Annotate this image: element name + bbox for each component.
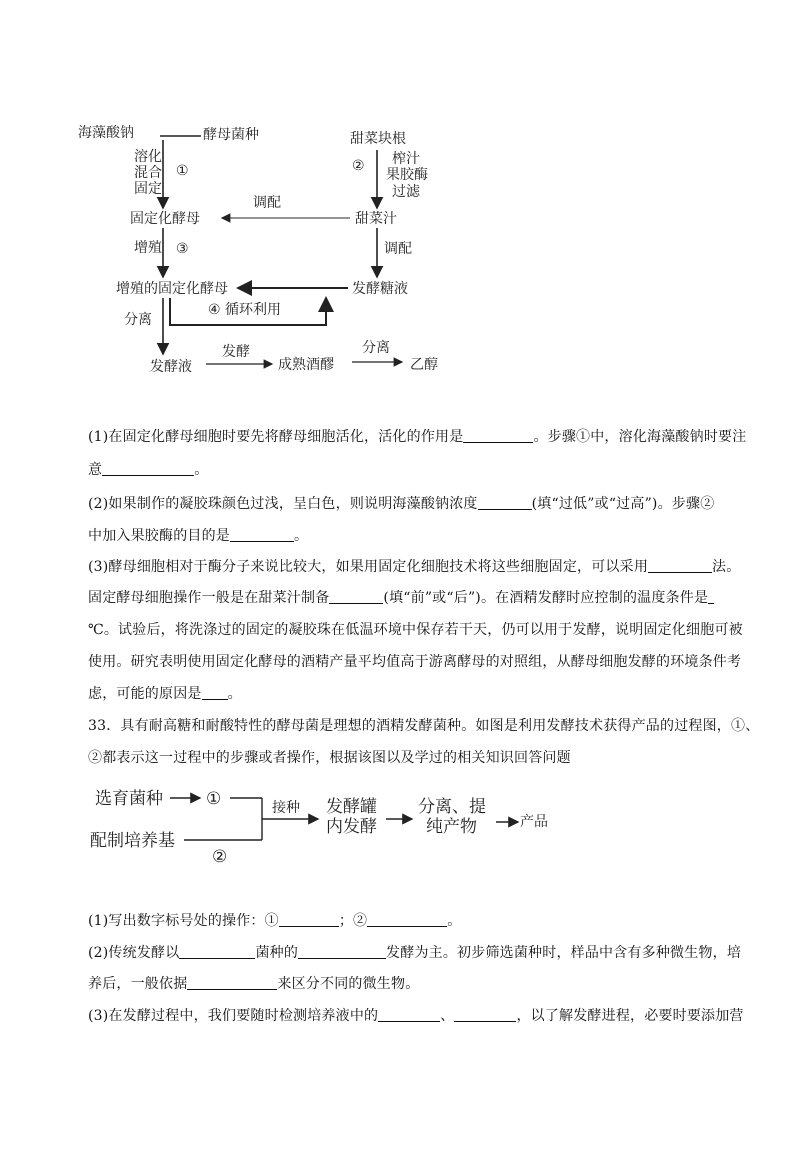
label-propagate: 增殖 [134,240,162,256]
label-ferment: 发酵 [222,344,250,360]
q33-2-line-2 [88,974,758,994]
node-ethanol: 乙醇 [410,357,438,373]
label-inoculate: 接种 [272,800,300,816]
immobilized-yeast-flow-diagram [0,0,800,400]
text: ℃。试验后，将洗涤过的固定的凝胶珠在低温环境中保存若干天，仍可以用于发酵，说明固定化细胞可被 [88,622,743,638]
text: ②都表示这一过程中的步骤或者操作，根据该图以及学过的相关知识回答问题 [88,750,571,766]
q-a-3-line-1 [88,557,758,577]
text: 33．具有耐高糖和耐酸特性的酵母菌是理想的酒精发酵菌种。如图是利用发酵技术获得产品的过程图，①、 [88,718,760,734]
node-yeast-strain: 酵母菌种 [203,127,259,143]
text: (填“过低”或“过高”)。步骤② [531,496,715,512]
label-step-2: ② [352,158,365,174]
label-separate-right: 分离 [362,340,390,356]
q-a-3-line-4 [88,652,758,672]
text: 。 [194,462,209,478]
text: 使用。研究表明使用固定化酵母的酒精产量平均值高于游离酵母的对照组，从酵母细胞发酵的环境条件考 [88,654,742,670]
text: 菌种的 [255,945,299,961]
label-juice-1: 榨汁 [392,151,420,167]
answer-blank[interactable] [648,557,712,573]
label-juice-3: 过滤 [392,184,420,200]
node-beet-root: 甜菜块根 [350,131,406,147]
label-juice-2: 果胶酶 [386,167,428,183]
text: 固定酵母细胞操作一般是在甜菜汁制备 [88,590,330,606]
node-sep-2: 纯产物 [426,817,477,837]
q-a-1-line-1 [88,427,758,447]
q-a-1-line-2 [88,460,758,480]
text: ；② [338,913,368,929]
answer-blank[interactable] [708,588,714,604]
answer-blank[interactable] [102,460,194,476]
label-step-2: ② [212,847,228,867]
text: 。 [227,686,242,702]
text: (3)在发酵过程中，我们要随时检测培养液中的 [88,1008,379,1024]
answer-blank[interactable] [378,1006,440,1022]
text: (1)在固定化酵母细胞时要先将酵母细胞活化，活化的作用是 [88,429,464,445]
q-a-3-line-3 [88,620,758,640]
label-recycle: ④ 循环利用 [208,302,282,318]
q33-2-line-1 [88,943,758,963]
node-fermentation-syrup: 发酵糖液 [352,281,408,297]
text: 、 [440,1008,455,1024]
text: (2)传统发酵以 [88,945,180,961]
label-adjust-top: 调配 [253,195,281,211]
node-beet-juice: 甜菜汁 [355,211,397,227]
q33-intro-line-1 [88,716,758,736]
answer-blank[interactable] [187,974,277,990]
text: 养后，一般依据 [88,976,188,992]
text: 来区分不同的微生物。 [277,976,420,992]
q-a-2-line-2 [88,526,758,546]
node-alginate: 海藻酸钠 [78,125,134,141]
text: (3)酵母细胞相对于酶分子来说比较大，如果用固定化细胞技术将这些细胞固定，可以采用 [88,559,649,575]
q-a-2-line-1 [88,494,758,514]
text: 。步骤①中，溶化海藻酸钠时要注 [533,429,747,445]
answer-blank[interactable] [463,427,533,443]
node-tank-1: 发酵罐 [326,797,377,817]
text: 发酵为主。初步筛选菌种时，样品中含有多种微生物，培 [386,945,742,961]
node-immobilized-yeast: 固定化酵母 [130,211,200,227]
text: 法。 [712,559,741,575]
text: 意 [88,462,103,478]
answer-blank[interactable] [298,943,386,959]
answer-blank[interactable] [367,911,447,927]
text: (1)写出数字标号处的操作：① [88,913,279,929]
label-dissolve-3: 固定 [134,181,162,197]
answer-blank[interactable] [230,526,294,542]
node-mature-mash: 成熟酒醪 [278,357,334,373]
fermentation-process-diagram [0,770,800,1170]
answer-blank[interactable] [279,911,339,927]
text: 。 [447,913,462,929]
label-step-1: ① [176,163,189,179]
q33-1 [88,911,758,931]
node-sep-1: 分离、提 [418,797,486,817]
node-product: 产品 [520,814,548,830]
q33-3 [88,1006,758,1026]
node-tank-2: 内发酵 [326,817,377,837]
text: 虑，可能的原因是 [88,686,202,702]
node-propagated-yeast: 增殖的固定化酵母 [116,281,228,297]
label-dissolve-2: 混合 [134,165,162,181]
answer-blank[interactable] [454,1006,516,1022]
text: (填“前”或“后”)。在酒精发酵时应控制的温度条件是 [383,590,709,606]
node-prepare-medium: 配制培养基 [90,831,175,851]
answer-blank[interactable] [478,494,532,510]
label-adjust-right: 调配 [384,241,412,257]
label-step-3: ③ [176,241,189,257]
node-select-strain: 选育菌种 [95,789,163,809]
node-fermentation-broth: 发酵液 [150,359,192,375]
q33-intro-line-2 [88,748,758,768]
label-step-1: ① [206,789,222,809]
answer-blank[interactable] [179,943,255,959]
text: ，以了解发酵进程，必要时要添加营 [516,1008,744,1024]
q-a-3-line-2 [88,588,758,608]
q-a-3-line-5 [88,684,758,704]
text: 。 [294,528,309,544]
label-separate-left: 分离 [124,312,152,328]
label-dissolve-1: 溶化 [134,149,162,165]
text: (2)如果制作的凝胶珠颜色过浅，呈白色，则说明海藻酸钠浓度 [88,496,478,512]
text: 中加入果胶酶的目的是 [88,528,230,544]
answer-blank[interactable] [329,588,383,604]
answer-blank[interactable] [202,684,228,700]
